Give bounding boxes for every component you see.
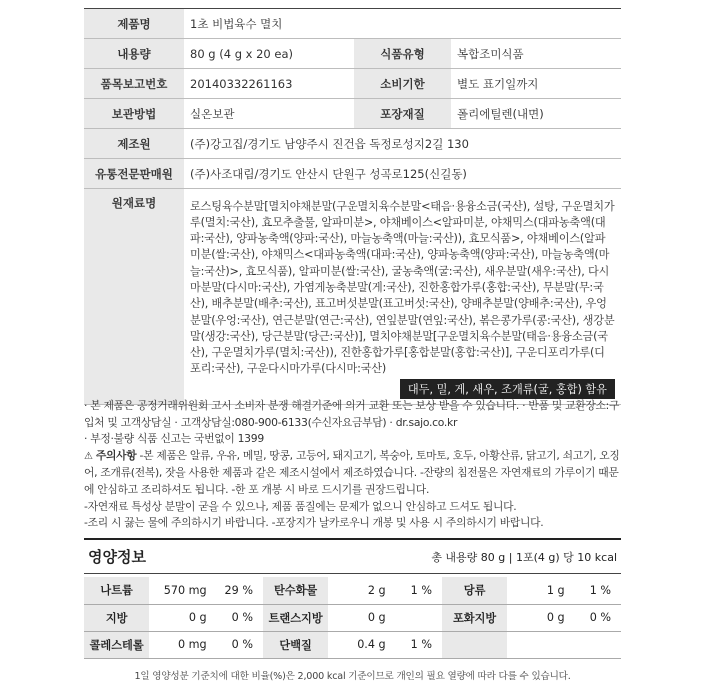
warning-icon: ⚠ (84, 450, 93, 462)
ingredients-cell (184, 189, 621, 405)
info-row (84, 9, 621, 39)
nutrition-row (84, 604, 621, 631)
expiry-label: 소비기한 (354, 69, 451, 99)
nutrient-name (442, 631, 507, 658)
exchange-notice: · 본 제품은 공정거래위원회 고시 소비자 분쟁 해결기준에 의거 교환 또는 보상 받을 수 있습니다. · 반품 및 교환장소:구입처 및 고객상담실 · 고객상담실:080-900-6133(수신자요금부담) · dr.sajo.co.kr (84, 399, 620, 429)
ingredients-row (84, 189, 621, 405)
ingredients-label: 원재료명 (84, 189, 184, 405)
notice-section (84, 398, 621, 532)
nutrient-name: 탄수화물 (263, 577, 328, 604)
nutrient-name: 당류 (442, 577, 507, 604)
ingredients-value: 로스팅육수분말[멸치야채분말(구운멸치육수분말<태음·용융소금(국산), 설탕, 구운멸치가루(멸치:국산), 효모추출물, 알파미분>, 야채베이스<알파미분, 야채믹스(대파농축액(대파:국산), 양파농축액(양파:국산), 마늘농축액(마늘:국산)), 효모식품>, 야채베이스(알파미분(쌀:국산), 야채믹스<대파농축액(대파:국산), 양파농축액(양파:국산), 마늘농축액(마늘:국산)>, 효모식품), 알파미분(쌀:국산), 굴농축액(굴:국산), 새우분말(새우:국산), 다시마분말(다시마:국산), 가염게농축분말(게:국산), 진한홍합가루(홍합:국산), 무분말(무:국산), 배추분말(배추:국산), 표고버섯분말(표고버섯:국산), 양배추분말(양배추:국산), 우엉분말(우엉:국산), 연근분말(연근:국산), 연잎분말(연잎:국산), 볶은콩가루(콩:국산), 생강분말(생강:국산), 당근분말(당근:국산)], 멸치야채분말[구운멸치육수분말(태음·용융소금(국산), 구운멸치가루(멸치:국산)), 진한홍합가루[홍합분말(홍합:국산)], 구운디포리가루(디포리:국산), 구운다시마가루(다시마:국산) (190, 199, 615, 376)
type-label: 식품유형 (354, 39, 451, 69)
info-row (84, 129, 621, 159)
nutrient-amount: 0 g (507, 604, 574, 631)
nutrient-percent (575, 631, 621, 658)
nutrient-amount: 2 g (328, 577, 395, 604)
nutrient-name: 포화지방 (442, 604, 507, 631)
nutrient-percent (396, 604, 442, 631)
storage-label: 보관방법 (84, 99, 184, 129)
expiry-value: 별도 표기일까지 (451, 69, 621, 99)
nutrition-header (84, 538, 621, 574)
nutrient-name: 트랜스지방 (263, 604, 328, 631)
nutrient-percent: 0 % (217, 631, 263, 658)
volume-label: 내용량 (84, 39, 184, 69)
nutrient-name: 단백질 (263, 631, 328, 658)
nutrient-amount: 570 mg (149, 577, 216, 604)
distributor-label: 유통전문판매원 (84, 159, 184, 189)
nutrition-serving: 총 내용량 80 g | 1포(4 g) 당 10 kcal (431, 550, 617, 564)
caution-text: -본 제품은 알류, 우유, 메밀, 땅콩, 고등어, 돼지고기, 복숭아, 토마토, 호두, 아황산류, 닭고기, 쇠고기, 오징어, 조개류(전복), 잣을 사용한 제품과 같은 제조시설에서 제조하였습니다. -잔량의 침전물은 자연재료의 가루이기 때문에 안심하고 조리하셔도 됩니다. -한 포 개봉 시 바로 드시기를 권장드립니다. (84, 448, 620, 496)
info-row (84, 39, 621, 69)
allergen-badge: 대두, 밀, 게, 새우, 조개류(굴, 홍합) 함유 (400, 379, 615, 399)
nutrition-row (84, 631, 621, 658)
report-label: 품목보고번호 (84, 69, 184, 99)
nutrition-title: 영양정보 (88, 548, 146, 566)
nutrient-percent: 0 % (575, 604, 621, 631)
nutrient-percent: 0 % (217, 604, 263, 631)
nutrient-amount: 0 g (328, 604, 395, 631)
nutrient-amount (507, 631, 574, 658)
name-value: 1초 비법육수 멸치 (184, 9, 621, 39)
nutrient-percent: 1 % (396, 577, 442, 604)
info-row (84, 99, 621, 129)
name-label: 제품명 (84, 9, 184, 39)
report-notice: · 부정·불량 식품 신고는 국번없이 1399 (84, 432, 264, 446)
nutrient-name: 콜레스테롤 (84, 631, 149, 658)
type-value: 복합조미식품 (451, 39, 621, 69)
manufacturer-value: (주)강고집/경기도 남양주시 진건읍 독정로성지2길 130 (184, 129, 621, 159)
volume-value: 80 g (4 g x 20 ea) (184, 39, 354, 69)
nutrient-name: 나트륨 (84, 577, 149, 604)
report-value: 20140332261163 (184, 69, 354, 99)
nutrition-table (84, 577, 621, 659)
packaging-value: 폴리에틸렌(내면) (451, 99, 621, 129)
distributor-value: (주)사조대림/경기도 안산시 단원구 성곡로125(신길동) (184, 159, 621, 189)
nutrient-name: 지방 (84, 604, 149, 631)
nutrient-percent: 29 % (217, 577, 263, 604)
nutrition-row (84, 577, 621, 604)
nutrient-amount: 0 mg (149, 631, 216, 658)
info-row (84, 69, 621, 99)
caution-notice (84, 448, 621, 499)
nutrition-footnote: 1일 영양성분 기준치에 대한 비율(%)은 2,000 kcal 기준이므로 개인의 필요 열량에 따라 다를 수 있습니다. (134, 671, 571, 682)
nutrient-amount: 0 g (149, 604, 216, 631)
info-row (84, 159, 621, 189)
packaging-label: 포장재질 (354, 99, 451, 129)
manufacturer-label: 제조원 (84, 129, 184, 159)
caution-line: -자연재료 특성상 분말이 굳을 수 있으나, 제품 품질에는 문제가 없으니 안심하고 드셔도 됩니다. (84, 499, 517, 513)
nutrient-percent: 1 % (575, 577, 621, 604)
product-info-table (84, 8, 621, 405)
caution-line: -조리 시 끓는 물에 주의하시기 바랍니다. -포장지가 날카로우니 개봉 및 사용 시 주의하시기 바랍니다. (84, 516, 544, 530)
storage-value: 실온보관 (184, 99, 354, 129)
nutrient-amount: 1 g (507, 577, 574, 604)
nutrient-percent: 1 % (396, 631, 442, 658)
caution-title: 주의사항 (95, 448, 137, 462)
nutrient-amount: 0.4 g (328, 631, 395, 658)
